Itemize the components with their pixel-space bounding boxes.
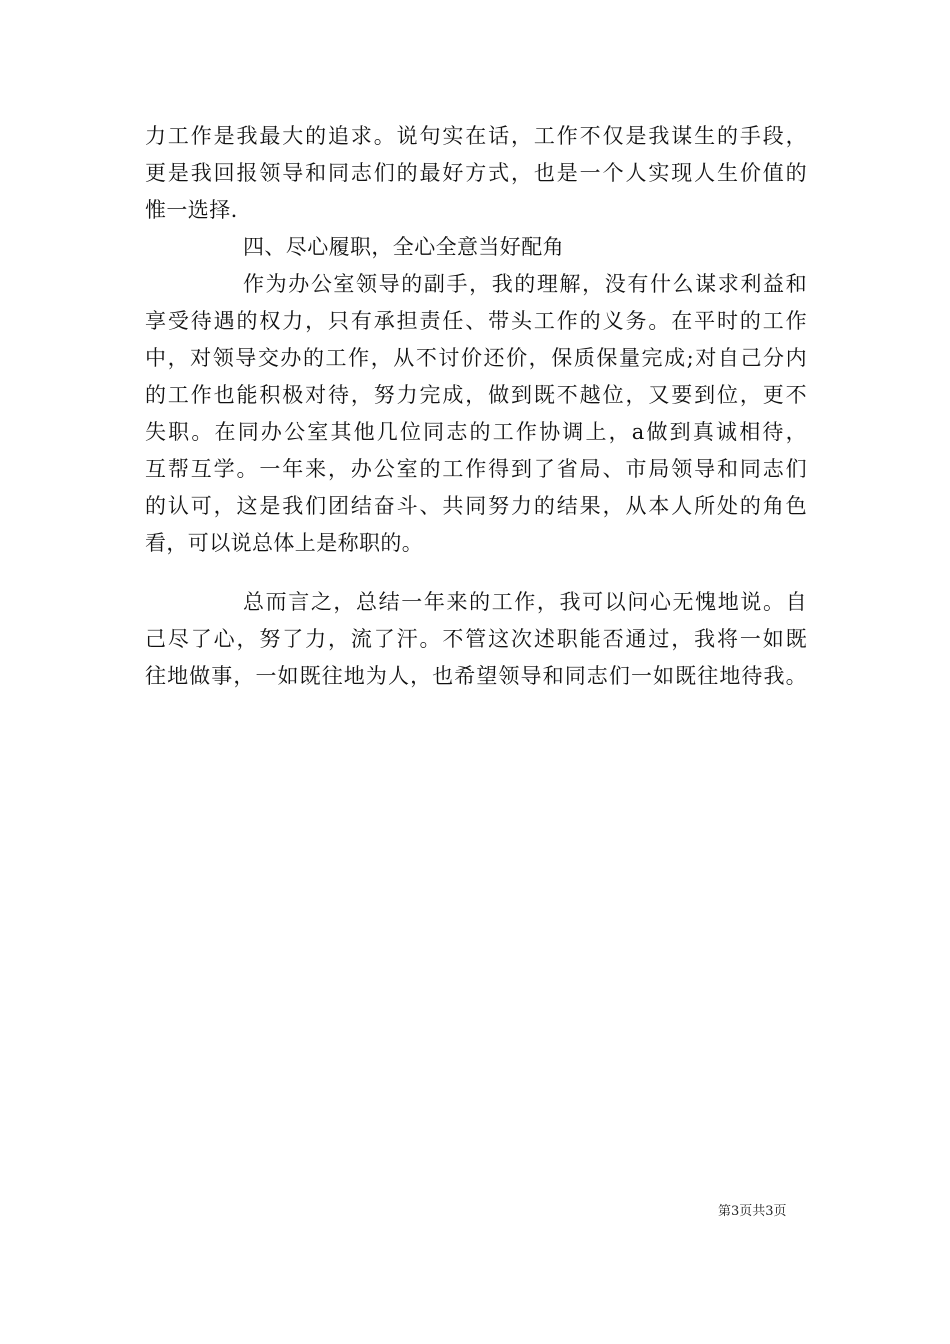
page-number-footer: 第3页共3页	[718, 1204, 787, 1219]
text-line: 更是我回报领导和同志们的最好方式，也是一个人实现人生价值的	[145, 161, 807, 185]
text-line: 惟一选择.	[145, 198, 238, 222]
paragraph	[145, 584, 807, 695]
section-heading: 四、尽心履职，全心全意当好配角	[243, 235, 564, 259]
text-line: 总而言之，总结一年来的工作，我可以问心无愧地说。自	[243, 590, 807, 614]
text-line: 作为办公室领导的副手，我的理解，没有什么谋求利益和	[243, 272, 807, 296]
text-line: 看，可以说总体上是称职的。	[145, 531, 424, 555]
text-line: 力工作是我最大的追求。说句实在话，工作不仅是我谋生的手段，	[145, 124, 807, 148]
text-line: 享受待遇的权力，只有承担责任、带头工作的义务。在平时的工作	[145, 309, 807, 333]
paragraph	[145, 118, 807, 229]
document-body	[145, 118, 807, 695]
text-line: 互帮互学。一年来，办公室的工作得到了省局、市局领导和同志们	[145, 457, 807, 481]
text-line: 的认可，这是我们团结奋斗、共同努力的结果，从本人所处的角色	[145, 494, 807, 518]
text-line: 的工作也能积极对待，努力完成，做到既不越位，又要到位，更不	[145, 383, 807, 407]
text-line: 中，对领导交办的工作，从不讨价还价，保质保量完成;对自己分内	[145, 346, 807, 370]
paragraph-spacer	[145, 562, 807, 584]
text-line: 往地做事，一如既往地为人，也希望领导和同志们一如既往地待我。	[145, 664, 807, 688]
text-line: 失职。在同办公室其他几位同志的工作协调上，a做到真诚相待，	[145, 420, 807, 444]
paragraph	[145, 266, 807, 562]
text-line: 己尽了心，努了力，流了汗。不管这次述职能否通过，我将一如既	[145, 627, 807, 651]
